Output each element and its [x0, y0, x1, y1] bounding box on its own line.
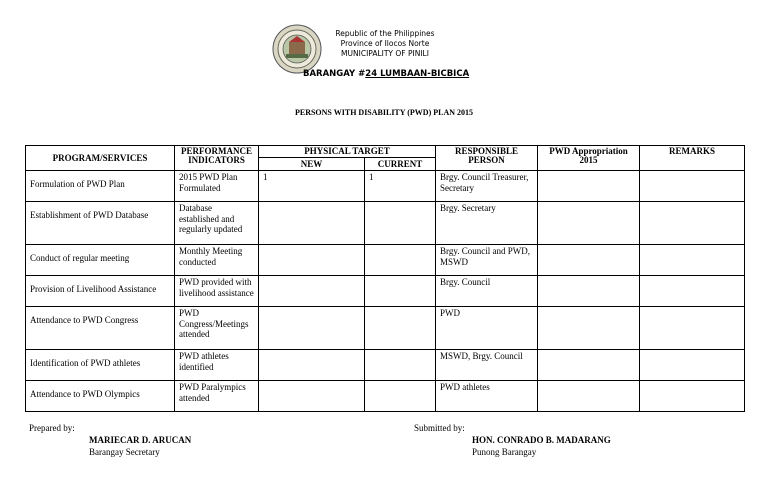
- table-row: [26, 307, 745, 350]
- cell-new: [259, 202, 365, 245]
- col-new: NEW: [259, 158, 365, 171]
- barangay-name: 24 LUMBAAN-BICBICA: [365, 69, 470, 79]
- cell-new: 1: [259, 171, 365, 202]
- letterhead: [300, 29, 470, 59]
- cell-responsible: PWD athletes: [436, 381, 538, 412]
- cell-current: [365, 202, 436, 245]
- col-physical-target: PHYSICAL TARGET: [259, 146, 436, 158]
- cell-appropriation: [538, 307, 640, 350]
- cell-remarks: [640, 381, 745, 412]
- cell-responsible: PWD: [436, 307, 538, 350]
- cell-current: [365, 350, 436, 381]
- col-current: CURRENT: [365, 158, 436, 171]
- table-row: [26, 276, 745, 307]
- submitted-title: Punong Barangay: [472, 447, 537, 457]
- cell-remarks: [640, 350, 745, 381]
- cell-program: Establishment of PWD Database: [26, 202, 175, 245]
- col-appropriation: PWD Appropriation 2015: [538, 146, 640, 171]
- cell-appropriation: [538, 276, 640, 307]
- cell-program: Provision of Livelihood Assistance: [26, 276, 175, 307]
- table-row: [26, 202, 745, 245]
- table-row: [26, 171, 745, 202]
- col-responsible: RESPONSIBLE PERSON: [436, 146, 538, 171]
- cell-current: 1: [365, 171, 436, 202]
- cell-responsible: Brgy. Council and PWD, MSWD: [436, 245, 538, 276]
- table-header-row: [26, 146, 745, 158]
- barangay-prefix: BARANGAY #: [303, 69, 366, 79]
- cell-new: [259, 381, 365, 412]
- cell-new: [259, 350, 365, 381]
- cell-indicator: 2015 PWD Plan Formulated: [175, 171, 259, 202]
- cell-appropriation: [538, 381, 640, 412]
- cell-program: Conduct of regular meeting: [26, 245, 175, 276]
- header-republic: Republic of the Philippines: [335, 29, 435, 38]
- cell-responsible: Brgy. Council Treasurer, Secretary: [436, 171, 538, 202]
- cell-responsible: Brgy. Secretary: [436, 202, 538, 245]
- col-program: PROGRAM/SERVICES: [26, 146, 175, 171]
- cell-indicator: Database established and regularly updated: [175, 202, 259, 245]
- cell-new: [259, 276, 365, 307]
- cell-responsible: Brgy. Council: [436, 276, 538, 307]
- barangay-line: [303, 69, 469, 79]
- cell-new: [259, 307, 365, 350]
- cell-indicator: PWD athletes identified: [175, 350, 259, 381]
- document-title: PERSONS WITH DISABILITY (PWD) PLAN 2015: [294, 108, 474, 117]
- table-row: [26, 381, 745, 412]
- cell-indicator: Monthly Meeting conducted: [175, 245, 259, 276]
- table-row: [26, 245, 745, 276]
- cell-remarks: [640, 276, 745, 307]
- cell-indicator: PWD Paralympics attended: [175, 381, 259, 412]
- cell-program: Formulation of PWD Plan: [26, 171, 175, 202]
- cell-program: Identification of PWD athletes: [26, 350, 175, 381]
- prepared-title: Barangay Secretary: [89, 447, 160, 457]
- cell-responsible: MSWD, Brgy. Council: [436, 350, 538, 381]
- submitted-label: Submitted by:: [414, 423, 465, 433]
- cell-new: [259, 245, 365, 276]
- cell-remarks: [640, 307, 745, 350]
- header-province: Province of Ilocos Norte: [340, 39, 430, 48]
- cell-appropriation: [538, 350, 640, 381]
- header-municipality: MUNICIPALITY OF PINILI: [341, 49, 429, 58]
- cell-indicator: PWD Congress/Meetings attended: [175, 307, 259, 350]
- cell-indicator: PWD provided with livelihood assistance: [175, 276, 259, 307]
- cell-program: Attendance to PWD Olympics: [26, 381, 175, 412]
- cell-current: [365, 276, 436, 307]
- table-row: [26, 350, 745, 381]
- cell-remarks: [640, 202, 745, 245]
- cell-remarks: [640, 245, 745, 276]
- cell-appropriation: [538, 245, 640, 276]
- pwd-plan-table: [25, 145, 745, 412]
- prepared-label: Prepared by:: [29, 423, 75, 433]
- col-remarks: REMARKS: [640, 146, 745, 171]
- cell-current: [365, 307, 436, 350]
- cell-appropriation: [538, 202, 640, 245]
- cell-program: Attendance to PWD Congress: [26, 307, 175, 350]
- cell-remarks: [640, 171, 745, 202]
- col-indicators: PERFORMANCE INDICATORS: [175, 146, 259, 171]
- cell-current: [365, 381, 436, 412]
- prepared-name: MARIECAR D. ARUCAN: [89, 435, 192, 445]
- cell-current: [365, 245, 436, 276]
- cell-appropriation: [538, 171, 640, 202]
- submitted-name: HON. CONRADO B. MADARANG: [472, 435, 611, 445]
